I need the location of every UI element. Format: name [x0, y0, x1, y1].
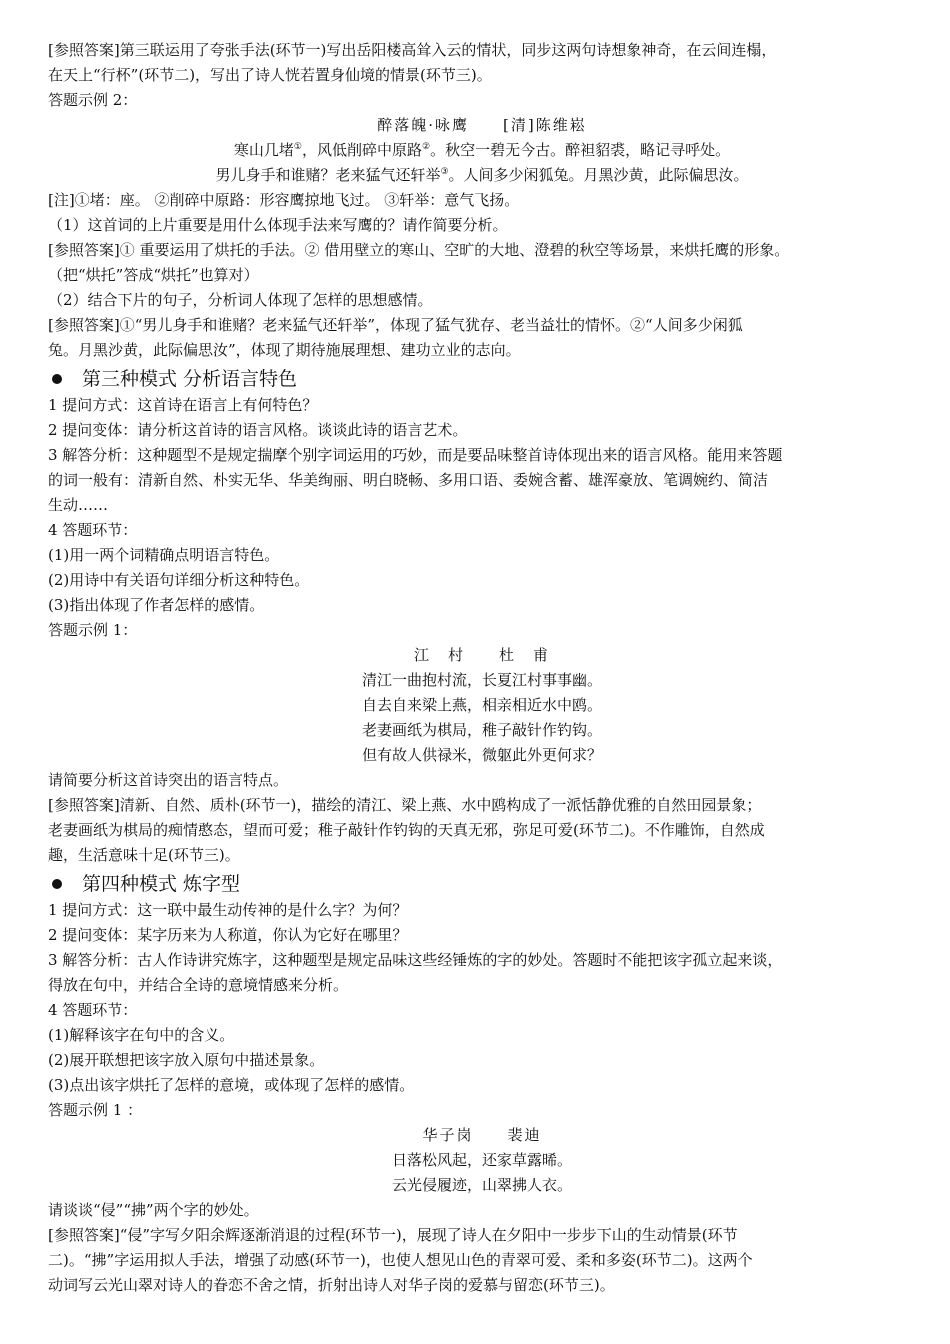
answer-text: 在天上“行杯”(环节二)，写出了诗人恍若置身仙境的情景(环节三)。 — [48, 66, 492, 84]
answer-text: [参照答案]① 重要运用了烘托的手法。② 借用壁立的寒山、空旷的大地、澄碧的秋空等场景，来烘托鹰的形象。 — [48, 241, 790, 259]
answer-text: [参照答案]清新、自然、质朴(环节一)，描绘的清江、梁上燕、水中鸥构成了一派恬静优雅的自然田园景象； — [48, 796, 762, 814]
body-text: (3)点出该字烘托了怎样的意境，或体现了怎样的感情。 — [48, 1076, 415, 1094]
body-text: (3)指出体现了作者怎样的感情。 — [48, 596, 265, 614]
example-label: 答题示例 1： — [48, 621, 138, 639]
poem-title: 华子岗 裴迪 — [422, 1126, 542, 1144]
body-text: 生动…… — [48, 496, 109, 514]
body-text: 4 答题环节： — [48, 1001, 138, 1019]
example-label: 答题示例 1 ： — [48, 1101, 143, 1119]
question-text: 请谈谈“侵”“拂”两个字的妙处。 — [48, 1201, 259, 1219]
answer-text: 趣，生活意味十足(环节三)。 — [48, 846, 240, 864]
poem-title: 醉落魄·咏鹰 [清]陈维崧 — [377, 116, 587, 134]
question-text: （2）结合下片的句子，分析词人体现了怎样的思想感情。 — [48, 291, 433, 309]
answer-text: [参照答案]“侵”字写夕阳余辉逐渐消退的过程(环节一)，展现了诗人在夕阳中一步步下山的生动情景(环节 — [48, 1226, 738, 1244]
section-heading-label: 第四种模式 炼字型 — [82, 873, 241, 895]
poem-line: 但有故人供禄米，微躯此外更何求？ — [361, 746, 602, 764]
answer-text: （把“烘托”答成“烘托”也算对） — [48, 266, 259, 284]
poem-title: 江 村 杜 甫 — [413, 646, 550, 664]
poem-line: 清江一曲抱村流，长夏江村事事幽。 — [361, 671, 602, 689]
section-heading — [48, 870, 916, 898]
document-page — [48, 38, 916, 1298]
section-heading-label: 第三种模式 分析语言特色 — [82, 368, 298, 390]
poem-line: 云光侵履迹，山翠拂人衣。 — [391, 1176, 572, 1194]
body-text: 1 提问方式：这首诗在语言上有何特色？ — [48, 396, 318, 414]
body-text: 4 答题环节： — [48, 521, 138, 539]
poem-line: 老妻画纸为棋局，稚子敲针作钓钩。 — [361, 721, 602, 739]
body-text: 1 提问方式：这一联中最生动传神的是什么字？为何？ — [48, 901, 408, 919]
body-text: 的词一般有：清新自然、朴实无华、华美绚丽、明白晓畅、多用口语、委婉含蓄、雄浑豪放、笔调婉约、简洁 — [48, 471, 769, 489]
body-text: 3 解答分析：这种题型不是规定揣摩个别字词运用的巧妙，而是要品味整首诗体现出来的语言风格。能用来答题 — [48, 446, 783, 464]
body-text: (2)展开联想把该字放入原句中描述景象。 — [48, 1051, 325, 1069]
poem-line: 男儿身手和谁赌？老来猛气还轩举③。人间多少闲狐兔。月黑沙黄，此际偏思汝。 — [215, 166, 749, 184]
answer-text: [参照答案]第三联运用了夸张手法(环节一)写出岳阳楼高耸入云的情状，同步这两句诗想象神奇，在云间连榻， — [48, 41, 777, 59]
body-text: (1)解释该字在句中的含义。 — [48, 1026, 235, 1044]
body-text: (2)用诗中有关语句详细分析这种特色。 — [48, 571, 310, 589]
body-text: 3 解答分析：古人作诗讲究炼字，这种题型是规定品味这些经锤炼的字的妙处。答题时不能把该字孤立起来谈， — [48, 951, 783, 969]
body-text: (1)用一两个词精确点明语言特色。 — [48, 546, 280, 564]
bullet-icon — [52, 374, 62, 384]
answer-text: 兔。月黑沙黄，此际偏思汝”，体现了期待施展理想、建功立业的志向。 — [48, 341, 521, 359]
poem-line: 日落松风起，还家草露晞。 — [391, 1151, 572, 1169]
question-text: 请简要分析这首诗突出的语言特点。 — [48, 771, 289, 789]
answer-text: 二)。“拂”字运用拟人手法，增强了动感(环节一)，也使人想见山色的青翠可爱、柔和多姿(环节二)。这两个 — [48, 1251, 753, 1269]
answer-text: 动词写云光山翠对诗人的眷恋不舍之情，折射出诗人对华子岗的爱慕与留恋(环节三)。 — [48, 1276, 615, 1294]
body-text: 2 提问变体：某字历来为人称道，你认为它好在哪里？ — [48, 926, 408, 944]
notes-text: [注]①堵：座。 ②削碎中原路：形容鹰掠地飞过。 ③轩举：意气飞扬。 — [48, 191, 520, 209]
body-text: 得放在句中，并结合全诗的意境情感来分析。 — [48, 976, 349, 994]
answer-text: [参照答案]①“男儿身手和谁赌？老来猛气还轩举”，体现了猛气犹存、老当益壮的情怀。②“人间多少闲狐 — [48, 316, 743, 334]
answer-text: 老妻画纸为棋局的痴情憨态，望而可爱；稚子敲针作钓钩的天真无邪，弥足可爱(环节二)。不作雕饰，自然成 — [48, 821, 765, 839]
poem-line: 自去自来梁上燕，相亲相近水中鸥。 — [361, 696, 602, 714]
bullet-icon — [52, 879, 62, 889]
section-heading — [48, 365, 916, 393]
example-label: 答题示例 2： — [48, 91, 138, 109]
poem-line: 寒山几堵①，风低削碎中原路②。秋空一碧无今古。醉袒貂裘，略记寻呼处。 — [233, 141, 731, 159]
body-text: 2 提问变体：请分析这首诗的语言风格。谈谈此诗的语言艺术。 — [48, 421, 468, 439]
question-text: （1）这首词的上片重要是用什么体现手法来写鹰的？请作简要分析。 — [48, 216, 508, 234]
